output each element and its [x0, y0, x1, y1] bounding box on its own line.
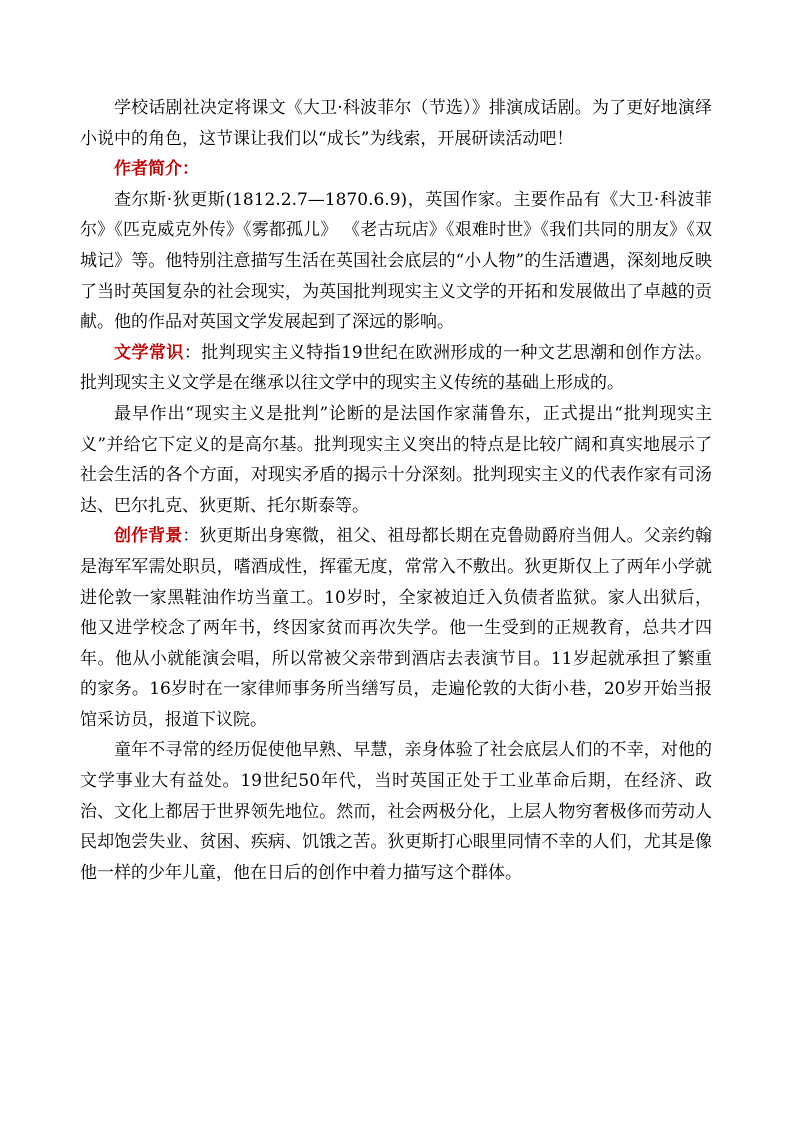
background-heading: 创作背景	[114, 526, 183, 547]
background-paragraph	[80, 521, 712, 735]
intro-paragraph: 学校话剧社决定将课文《大卫·科波菲尔（节选）》排演成话剧。为了更好地演绎小说中的角色，这节课让我们以“成长”为线索，开展研读活动吧！	[80, 98, 712, 149]
literature-text: ：批判现实主义特指19世纪在欧洲形成的一种文艺思潮和创作方法。批判现实主义文学是在继承以往文学中的现实主义传统的基础上形成的。	[80, 342, 713, 394]
literature-paragraph-2: 最早作出“现实主义是批判”论断的是法国作家蒲鲁东，正式提出“批判现实主义”并给它下定义的是高尔基。批判现实主义突出的特点是比较广阔和真实地展示了社会生活的各个方面，对现实矛盾的揭示十分深刻。批判现实主义的代表作家有司汤达、巴尔扎克、狄更斯、托尔斯泰等。	[80, 403, 712, 516]
literature-paragraph	[80, 338, 712, 399]
background-paragraph-2: 童年不寻常的经历促使他早熟、早慧，亲身体验了社会底层人们的不幸，对他的文学事业大有益处。19世纪50年代，当时英国正处于工业革命后期，在经济、政治、文化上都居于世界领先地位。然而，社会两极分化，上层人物穷奢极侈而劳动人民却饱尝失业、贫困、疾病、饥饿之苦。狄更斯打心眼里同情不幸的人们，尤其是像他一样的少年儿童，他在日后的创作中着力描写这个群体。	[80, 740, 712, 883]
background-text: ：狄更斯出身寒微，祖父、祖母都长期在克鲁勋爵府当佣人。父亲约翰是海军军需处职员，嗜酒成性，挥霍无度，常常入不敷出。狄更斯仅上了两年小学就进伦敦一家黑鞋油作坊当童工。10岁时，全家被迫迁入负债者监狱。家人出狱后，他又进学校念了两年书，终因家贫而再次失学。他一生受到的正规教育，总共才四年。他从小就能演会唱，所以常被父亲带到酒店去表演节目。11岁起就承担了繁重的家务。16岁时在一家律师事务所当缮写员，走遍伦敦的大街小巷，20岁开始当报馆采访员，报道下议院。	[80, 526, 713, 730]
author-paragraph: 查尔斯·狄更斯(1812.2.7—1870.6.9)，英国作家。主要作品有《大卫·科波菲尔》《匹克威克外传》《雾都孤儿》 《老古玩店》《艰难时世》《我们共同的朋友》《双城记》等。他特别注意描写生活在英国社会底层的“小人物”的生活遭遇，深刻地反映了当时英国复杂的社会现实，为英国批判现实主义文学的开拓和发展做出了卓越的贡献。他的作品对英国文学发展起到了深远的影响。	[80, 189, 712, 333]
author-heading-line	[80, 154, 712, 185]
author-heading: 作者简介：	[114, 159, 199, 180]
literature-heading: 文学常识	[114, 342, 184, 363]
